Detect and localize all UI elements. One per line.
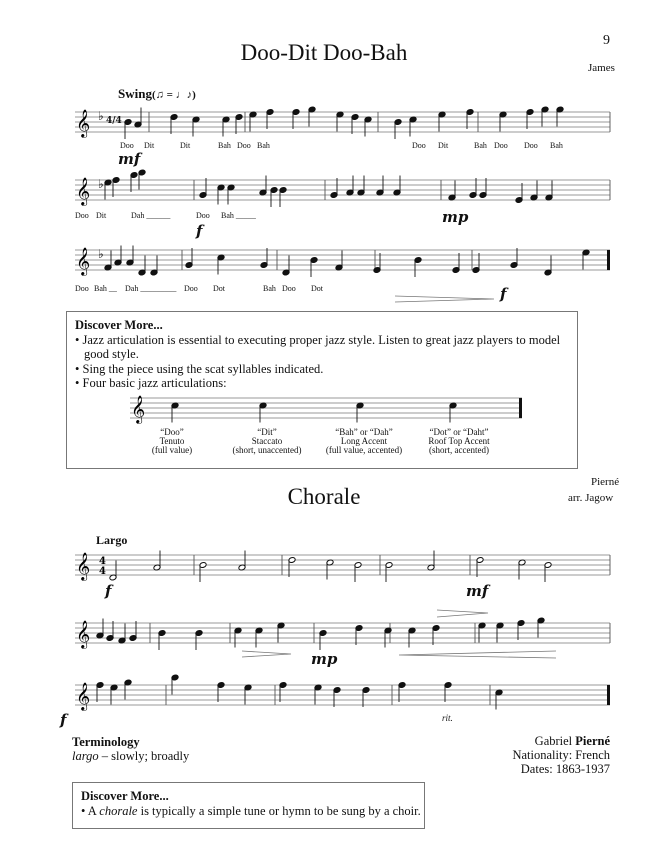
- final-barline: [607, 685, 610, 705]
- lyric: Dot: [311, 284, 323, 293]
- lyric: Doo: [524, 141, 538, 150]
- lyric: Doo: [75, 284, 89, 293]
- discover-bullet: [75, 362, 577, 377]
- time-signature: 4: [99, 556, 106, 567]
- treble-clef-icon: 𝄞: [76, 682, 91, 710]
- lyric: Dah _________: [125, 284, 177, 293]
- piece-title-chorale: Chorale: [287, 484, 361, 509]
- articulation-name: Staccato: [251, 436, 283, 446]
- treble-clef-icon: 𝄞: [76, 620, 91, 648]
- lyric: Dah ______: [131, 211, 171, 220]
- lyric: Doo: [120, 141, 134, 150]
- lyric: Doo: [196, 211, 210, 220]
- discover-more-box-chorale: [72, 782, 425, 829]
- treble-clef-icon: 𝄞: [76, 552, 91, 580]
- swing-notation: (♫ = ♩♪): [151, 89, 196, 101]
- composer-first-name: Gabriel: [534, 734, 576, 748]
- dynamic-marking: f: [105, 582, 112, 600]
- treble-clef-icon: 𝄞: [76, 177, 91, 205]
- articulation-name: Roof Top Accent: [428, 436, 490, 446]
- discover-heading: Discover More...: [75, 318, 163, 332]
- dynamic-marking: f: [196, 222, 203, 240]
- lyric: Bah: [218, 141, 231, 150]
- lyric: Dot: [213, 284, 225, 293]
- terminology-heading: Terminology: [72, 735, 140, 749]
- articulation-desc: (short, accented): [429, 445, 489, 455]
- articulation-desc: (short, unaccented): [232, 445, 302, 455]
- discover-heading: Discover More...: [81, 789, 169, 803]
- treble-clef-icon: 𝄞: [76, 109, 91, 137]
- tempo-marking: [118, 86, 196, 102]
- articulation-syllable: “Bah” or “Dah”: [335, 427, 393, 437]
- discover-bullet: • Jazz articulation is essential to executing proper jazz style. Listen to great jazz players to model good style.: [75, 332, 561, 361]
- composer-name: Pierné: [591, 476, 620, 488]
- articulation-desc: (full value, accented): [325, 445, 403, 455]
- articulation-roof-top-accent: [404, 428, 514, 455]
- articulation-syllable: “Dot” or “Daht”: [429, 427, 489, 437]
- lyric: Doo: [494, 141, 508, 150]
- discover-bullet: • Four basic jazz articulations:: [75, 376, 227, 390]
- bullet-text: • Sing the piece using the scat syllables indicated.: [75, 361, 324, 376]
- articulation-long-accent: [309, 428, 419, 455]
- ritardando-marking: rit.: [442, 713, 453, 723]
- lyric: Dit: [144, 141, 155, 150]
- composer-nationality: Nationality: French: [512, 748, 610, 762]
- discover-more-box: [66, 311, 578, 469]
- articulation-name: Long Accent: [340, 436, 388, 446]
- bullet-text: is typically a simple tune or hymn to be sung by a choir.: [137, 803, 421, 818]
- articulation-syllable: “Doo”: [160, 427, 184, 437]
- hairpin: [242, 651, 556, 658]
- articulation-desc: (full value): [151, 445, 193, 455]
- composer-dates: Dates: 1863-1937: [520, 762, 610, 776]
- dynamic-marking: mp: [311, 650, 338, 668]
- lyric: Dit: [438, 141, 449, 150]
- treble-clef-icon: 𝄞: [76, 247, 91, 275]
- flat-icon: ♭: [98, 109, 104, 123]
- articulation-tenuto: [117, 428, 227, 455]
- lyric: Doo: [412, 141, 426, 150]
- bullet-term: chorale: [99, 803, 138, 818]
- page-number: 9: [603, 33, 610, 48]
- term: largo: [72, 749, 99, 763]
- flat-icon: ♭: [98, 177, 104, 191]
- lyric: Doo: [282, 284, 296, 293]
- lyric: Bah: [257, 141, 270, 150]
- lyric: Bah: [263, 284, 276, 293]
- time-signature: 4/4: [106, 116, 122, 126]
- composer-fullname: [535, 734, 610, 749]
- final-barline: [607, 250, 610, 270]
- dynamic-marking: mf: [466, 582, 489, 600]
- arranger-name: arr. Jagow: [568, 492, 614, 504]
- composer-name: James: [588, 62, 615, 74]
- lyric: Doo: [184, 284, 198, 293]
- term-definition: – slowly; broadly: [98, 749, 190, 763]
- composer-last-name: Pierné: [575, 734, 610, 748]
- piece-title-doo-dit-doo-bah: Doo-Dit Doo-Bah: [240, 40, 408, 65]
- lyric: Doo: [75, 211, 89, 220]
- dynamic-marking: f: [500, 285, 507, 303]
- dynamic-marking: f: [60, 711, 67, 729]
- treble-clef-icon: 𝄞: [131, 395, 146, 423]
- terminology-entry: [72, 749, 189, 764]
- lyric: Bah: [550, 141, 563, 150]
- time-signature: 4: [99, 566, 106, 577]
- discover-bullet: [81, 804, 424, 819]
- tempo-marking: Largo: [96, 533, 128, 547]
- lyric: Bah _____: [221, 211, 256, 220]
- lyric: Dit: [96, 211, 107, 220]
- articulation-syllable: “Dit”: [257, 427, 277, 437]
- dynamic-marking: mp: [442, 208, 469, 226]
- lyric: Doo: [237, 141, 251, 150]
- flat-icon: ♭: [98, 247, 104, 261]
- articulation-staccato: [212, 428, 322, 455]
- lyric: Dit: [180, 141, 191, 150]
- dynamic-marking: mf: [118, 150, 141, 168]
- articulation-name: Tenuto: [159, 436, 185, 446]
- bullet-text: • A: [81, 803, 100, 818]
- lyric: Bah: [474, 141, 487, 150]
- tempo-label: Swing: [118, 86, 152, 101]
- lyric: Bah __: [94, 284, 117, 293]
